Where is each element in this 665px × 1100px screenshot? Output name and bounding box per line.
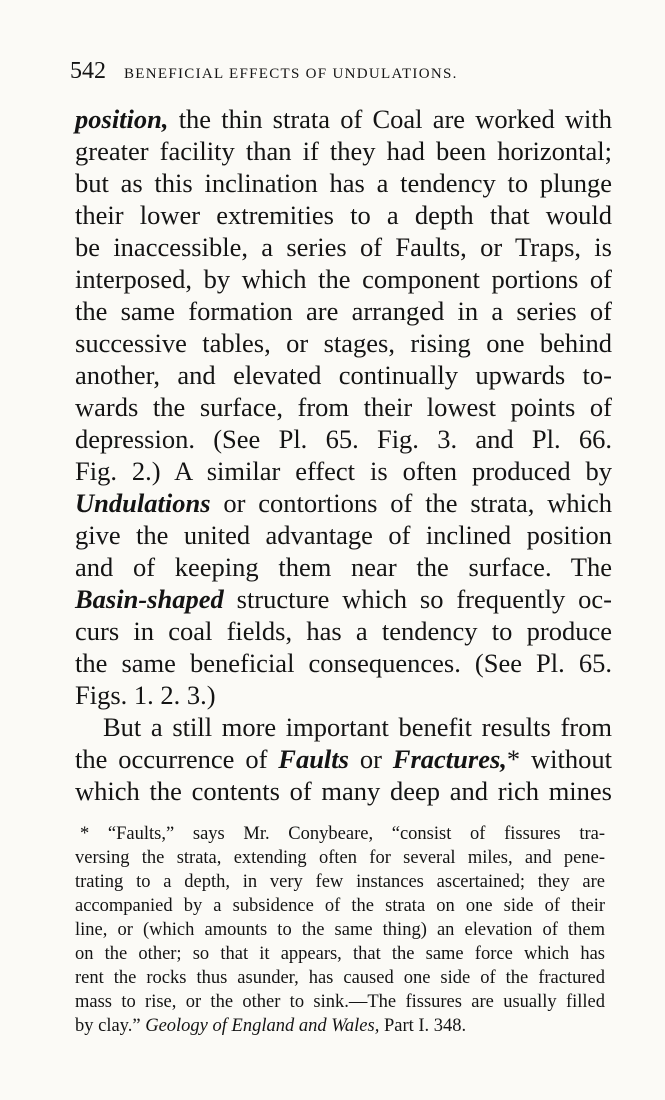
body-line: Undulations or contortions of the strata, which bbox=[75, 488, 612, 518]
emphasis: Fractures, bbox=[392, 744, 507, 774]
footnote-line: mass to rise, or the other to sink.—The fissures are usually filled bbox=[75, 992, 605, 1012]
body-line: curs in coal fields, has a tendency to produce bbox=[75, 616, 612, 646]
footnote-line: trating to a depth, in very few instances ascertained; they are bbox=[75, 872, 605, 892]
emphasis: Faults bbox=[278, 744, 349, 774]
page-number: 542 bbox=[70, 58, 106, 84]
body-line: the same beneficial consequences. (See Pl. 65. bbox=[75, 648, 612, 678]
footnote-line: line, or (which amounts to the same thing) an elevation of them bbox=[75, 920, 605, 940]
body-line: Fig. 2.) A similar effect is often produced by bbox=[75, 456, 612, 486]
body-line: another, and elevated continually upwards to- bbox=[75, 360, 612, 390]
footnote-line: accompanied by a subsidence of the strata on one side of their bbox=[75, 896, 605, 916]
body-line: depression. (See Pl. 65. Fig. 3. and Pl. 66. bbox=[75, 424, 612, 454]
footnote-line: versing the strata, extending often for several miles, and pene- bbox=[75, 848, 605, 868]
footnote-line: * “Faults,” says Mr. Conybeare, “consist of fissures tra- bbox=[80, 824, 605, 844]
body-line: wards the surface, from their lowest points of bbox=[75, 392, 612, 422]
body-line: and of keeping them near the surface. The bbox=[75, 552, 612, 582]
emphasis: Basin-shaped bbox=[75, 584, 224, 614]
body-line: give the united advantage of inclined position bbox=[75, 520, 612, 550]
emphasis: position, bbox=[75, 104, 169, 134]
running-title: BENEFICIAL EFFECTS OF UNDULATIONS. bbox=[124, 66, 458, 82]
body-line: greater facility than if they had been horizontal; bbox=[75, 136, 612, 166]
body-line: the occurrence of Faults or Fractures,* without bbox=[75, 744, 612, 774]
body-line: Figs. 1. 2. 3.) bbox=[75, 680, 216, 710]
footnote-line: rent the rocks thus asunder, has caused one side of the fractured bbox=[75, 968, 605, 988]
footnote-line: by clay.” Geology of England and Wales, Part I. 348. bbox=[75, 1016, 467, 1036]
footnote-line: on the other; so that it appears, that the same force which has bbox=[75, 944, 605, 964]
page-header bbox=[70, 58, 615, 85]
body-line: their lower extremities to a depth that would bbox=[75, 200, 612, 230]
body-line: Basin-shaped structure which so frequently oc- bbox=[75, 584, 612, 614]
body-line: successive tables, or stages, rising one behind bbox=[75, 328, 612, 358]
citation-title: Geology of England and Wales, bbox=[145, 1016, 380, 1036]
body-line: interposed, by which the component portions of bbox=[75, 264, 612, 294]
body-line: position, the thin strata of Coal are worked with bbox=[75, 104, 612, 134]
body-line: the same formation are arranged in a series of bbox=[75, 296, 612, 326]
body-line: but as this inclination has a tendency to plunge bbox=[75, 168, 612, 198]
body-line: But a still more important benefit results from bbox=[103, 712, 612, 742]
emphasis: Undulations bbox=[75, 488, 211, 518]
body-line: which the contents of many deep and rich mines bbox=[75, 776, 612, 806]
body-line: be inaccessible, a series of Faults, or Traps, is bbox=[75, 232, 612, 262]
